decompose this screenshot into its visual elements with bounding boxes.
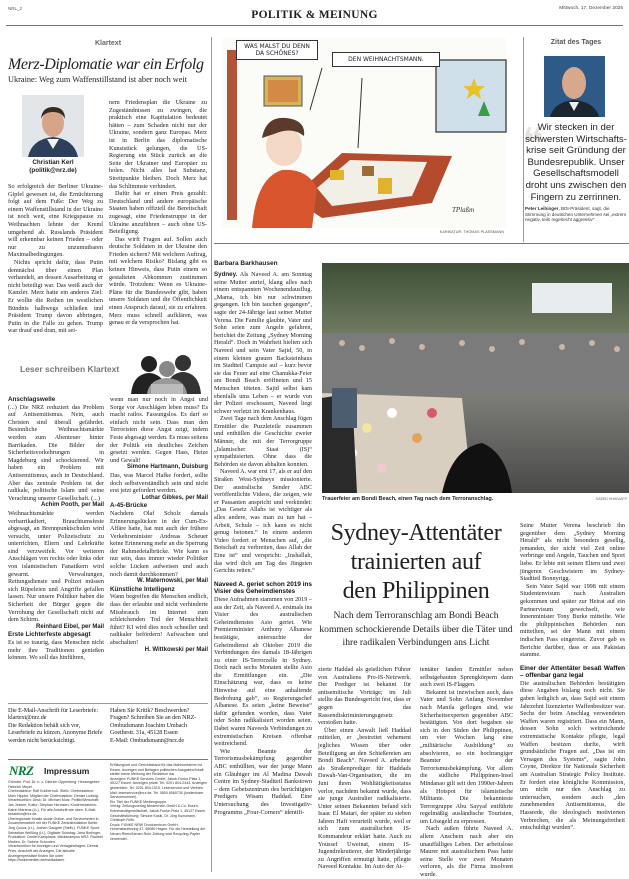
quote-context: , BDI-Präsident, sagt, die Stimmung in deutschen Unternehmen sei „extrem negativ, teils regelrecht aggressiv“. xyxy=(525,206,627,223)
letter-text: wenn man nur noch in Angst und Sorge vor Anschlägen leben muss? Es macht ratlos. Fassungslos. Es darf so einfach nicht sein. Dass man den Terroristen diese Angst zeigt, indem Feste abgesagt werden. Es muss seitens der Politik ein deutliches Zeichen gesetzt werden. Gegen Hass, Hetze und Gewalt! xyxy=(110,396,208,464)
paragraph: Druck: FUNKE NRW Druckzentrum GmbH, Hohenstaufenring 47, 58089 Hagen. Für die Herstellung der Neuen Rhein/Neuen Ruhr Zeitung wird Recycling-Papier verwendet. xyxy=(110,822,206,841)
article-subhead: Nach dem Terroranschlag am Bondi Beach kommen schockierende Details über die Täter und ihre radikalen Verbindungen ans Licht xyxy=(319,610,513,648)
article-headline xyxy=(313,519,519,606)
quote-speaker-photo xyxy=(544,56,605,117)
paragraph: Naveed A. war erst 17, als er auf den Straßen West-Sydneys missionierte. Der australische Sender ABC veröffentlichte Videos, die zeigen, wie er Passanten anspricht und verkündet: „Das Gesetz Allahs ist wichtiger als alles andere, was man zu tun hat – Arbeit, Schule – ich kann es nicht genug betonen.“ In einem anderen Video fordert er Menschen auf, „die Botschaft zu verbreiten, dass Allah der Eine ist“ und verspricht: „Inshallah, das wird dich am Tag des Jüngsten Gerichts retten.“ xyxy=(214,468,312,575)
cartoonist-signature: TPlaßm xyxy=(452,206,475,214)
paragraph: Ein Titel der FUNKE Mediengruppe. xyxy=(110,799,168,804)
letter-title: Erste Lichterfeste abgesagt xyxy=(8,631,91,639)
paragraph-text: Als Naveed A. am Sonntag seine Mutter anrief, klang alles nach einem entspannten Wochenendausflug. „Mama, ich bin nur schwimmen gegangen. Ich bin tauchen gegangen“, sagte der 24-Jährige laut seiner Mutter Verena. Die Familie glaubte, Vater und Sohn seien zum Angeln gefahren, berichtet die Zeitung „Sydney Morning Herald“. Doch in Wahrheit hielten sich Naveed und sein Vater Sajid, 50, in einem kleinen grauen Backsteinhaus im Stadtteil Campsie auf – kurz bevor sie das Feuer auf eine Chanukka-Feier am Bondi Beach eröffneten und 15 Menschen töteten. Sajid selbst kam ebenfalls ums Leben – er wurde von der Polizei erschossen, Naveed liegt schwer verletzt im Krankenhaus. xyxy=(214,271,312,415)
letters-column-2 xyxy=(110,396,208,700)
ombudsman-address: Goethestr. 31a, 45128 Essen xyxy=(110,729,178,737)
paragraph: Anzeigen: FUNKE Services GmbH, Jakob-Funke-Platz 1, 45127 Essen. Anzeigen privat: Tel. 0201 804-2443. Anzeigen gewerblich: Tel. 0201 804-1515. Leserservice und Vertrieb: Mail: leserservice@nrz.de, Tel. 0800 6060730 (kostenloser Servicenummer). xyxy=(110,776,208,800)
reader-letter xyxy=(110,472,208,502)
reader-letter xyxy=(110,586,208,654)
letters-email-note xyxy=(8,707,104,744)
reader-letter xyxy=(110,502,208,586)
letter-title: Anschlagswelle xyxy=(8,396,56,403)
paragraph: Bekannt ist inzwischen auch, dass Vater und Sohn Anfang November nach Manila geflogen sind, wie Sicherheitsexperten gegenüber ABC bestätigten. Von dort begaben sie sich in den Süden der Philippinen, um vier Wochen lang eine „militärische Ausbildung“ zu absolvieren, so ein hochrangiger Beamter der Terrorismusbekämpfung. Vor allem die südliche Philippinen-Insel Mindanao gilt seit den 1990er-Jahren als Hotspot für islamistische Militante. Die bekannteste Terrorgruppe Abu Sayyaf entführte regelmäßig ausländische Touristen, um Lösegeld zu erpressen. xyxy=(420,688,513,825)
letter-author: H. Wittkowski per Mail xyxy=(144,646,208,653)
letter-text: Weihnachtsmärkte werden verbarrikadiert, Brauchtumsfeste abgesagt, an Brennpunktschulen wird versucht, unter Polizeischutz zu unterrichten, Eltern und Lehrkräfte sind verzweifelt. Vor weiteren Anschlägen von rechts oder links oder von islamistischen Fanatikern wird gewarnt. Verwaltungen, Rettungsdienste und Polizei müssen sich Rüpeleien und Angriffe gefallen lassen. Nur unsere Politiker haben die Sicherheit der Bürger gegen die Verrohung der Gesellschaft nicht auf dem Schirm. xyxy=(8,509,104,624)
author-email[interactable]: (politik@nrz.de) xyxy=(29,167,77,174)
paragraph: Gründer: Prof. Dr. h. c. Dietrich Oppenberg. Herausgeber: Heinrich Meyer. xyxy=(8,780,101,789)
letter-text: (...) Die NRZ reduziert das Problem auf Antisemitismus. Nein, auch Christen sind überall gefährdet. Besinnliche Weihnachtsmärkte werden zum Abenteuer hinter Barrikaden. Die Bilder der Sicherheitsvorkehrungen in Magdeburg sind schockierend. Wir haben ein Problem mit Antisemitismus, auch in Deutschland. Aber das zentrale Problem ist der radikale, politische Islam und seine Verachtung unserer Gesellschaft. (...) xyxy=(8,403,104,502)
impressum-column-1 xyxy=(8,780,103,870)
paragraph: Überregionale Inhalte sowie Online- und Serviceseiten in Zusammenarbeit mit der FUNKE Zentralredaktion Berlin: Jörg Quoos (Lt.), Jochen Gaugele (Stellv.). FUNKE Sport: Sebastian Weßling (Lt.). Digitaler Sonntag: Jana Borlinger. Produktion: Daniel Kamphaus. Mediacampus NRZ: Raufeld Medien, Dr. Sabine Schouten. xyxy=(8,816,103,844)
quote-attribution xyxy=(525,206,627,223)
dateline: Sydney. xyxy=(214,271,238,278)
headline-line-2: trainierten auf xyxy=(350,549,482,575)
cartoon-divider xyxy=(214,243,629,244)
author-photo xyxy=(22,95,84,157)
klartext-subline: Ukraine: Weg zum Waffenstillstand ist aber noch weit xyxy=(8,75,188,84)
paragraph: Zwei Tage nach dem Anschlag fügen Ermittler die Puzzleteile zusammen und enthüllen die Geschichte zweier Männer, die mit der Terrorgruppe „Islamischer Staat (IS)“ sympathisierten. Ohne dass die Behörden sie davon abhalten konnten. xyxy=(214,415,312,468)
paragraph: Seine Mutter Verena beschrieb ihn gegenüber dem „Sydney Morning Herald“ als nicht besonders gesellig, jemanden, der nicht viel Zeit online verbringe und Angeln, Tauchen und Sport liebe. Er lebte mit seinen Eltern und zwei jüngeren Geschwistern im Sydney-Stadtteil Bonnyrigg. xyxy=(520,522,625,583)
letter-author: Achim Pooth, per Mail xyxy=(40,502,104,509)
header-rule xyxy=(6,25,623,26)
photo-caption: Trauerfeier am Bondi Beach, einen Tag nach dem Terroranschlag. xyxy=(322,496,494,502)
paragraph xyxy=(214,271,312,415)
paragraph: Wie Beamte der Terrorismusbekämpfung gegenüber ABC enthüllten, war der junge Mann ein Gläubiger im Al Madina Dawah Centre im Sydney-Stadtteil Bankstown – dem Gebetszentrum des berüchtigten Predigers Wisam Haddad. Eine Untersuchung des Investigativ-Programms „Four-Corners“ identifi- xyxy=(214,747,312,816)
ombudsman-email[interactable]: E-Mail: Ombudsmann@nrz.de xyxy=(110,736,184,744)
paragraph: Sein Vater Sajid war 1998 mit einem Studentenvisum nach Australien gekommen und später zur Heirat auf ein Partnervisum gewechselt, wie Innenminister Tony Burke mitteilte. Wie die philippinischen Behörden nun mitteilten, sei der Mann mit einem indischen Pass eingereist. Zuvor gab es Berichte darüber, dass er aus Pakistan stamme. xyxy=(520,582,625,659)
headline-line-1: Sydney-Attentäter xyxy=(330,520,502,546)
impressum-title: Impressum xyxy=(44,766,90,776)
letters-header: Leser schreiben Klartext xyxy=(20,364,120,374)
cartoon xyxy=(222,38,506,228)
letter-text: Das, was Marcel Hafke fordert, sollte doch selbstverständlich sein und nicht erst jetzt gefordert werden. xyxy=(110,471,208,495)
reader-letter xyxy=(8,631,104,661)
quote-label: Zitat des Tages xyxy=(550,39,602,46)
letter-title: A-45-Brücke xyxy=(110,502,148,510)
author-name: Christian Kerl xyxy=(32,159,74,166)
article-column-3 xyxy=(420,666,513,879)
paragraph: Die Redaktion behält sich vor, Leserbriefe zu kürzen. Anonyme Briefe werden nicht berücksichtigt. xyxy=(8,721,103,744)
reader-letter xyxy=(8,510,104,632)
letter-author: Reinhard Eibel, per Mail xyxy=(35,623,104,630)
issue-date: Mittwoch, 17. Dezember 2025 xyxy=(559,6,623,11)
letter-author: Simone Hartmann, Duisburg xyxy=(126,464,208,471)
photo-credit: SAEED KHAN/AFP xyxy=(595,497,627,501)
paragraph: Nach außen führte Naveed A. allem Anschein nach aber ein unauffälliges Leben. Der arbeitslose Maurer mit australischem Pass hatte seine Stelle vor zwei Monaten verloren, als die Firma insolvent wurde. xyxy=(420,825,513,879)
quote-speaker: Peter Leibinger xyxy=(525,206,559,212)
paragraph: nem Friedensplan die Ukraine zu Zugeständnissen zu zwingen, die praktisch eine Kapitulation bedeutet hätten – zum Schaden nicht nur der Ukraine, sondern ganz Europas. Merz ist in Berlin das diplomatische Kunststück gelungen, die US-Regierung ein Stück zurück an die Seite der Ukrainer und Europäer zu holen. Nicht alles hat Substanz, Streitpunkte bleiben. Doch Merz hat das Schlimmste verhindert. xyxy=(109,99,207,190)
speech-bubble-right: DEN WEIHNACHTSMANN. xyxy=(332,52,440,67)
paragraph: Diese Aufnahmen stammen von 2019 – aus der Zeit, als Naveed A. erstmals ins Visier des australischen Geheimdienstes Asio geriet. Wie Premierminister Anthony Albanese bestätigte, untersuchte der Geheimdienst ab Oktober 2019 die Verbindungen des damals 18-Jährigen zu einer IS-Terrorzelle in Sydney. Doch nach sechs Monaten stellte Asio die Ermittlungen ein. „Die Einschätzung war, dass es keine Hinweise auf eine anhaltende Bedrohung gab“, so Regierungschef Albanese. Es seien „keine Beweise“ dafür gefunden worden, dass Vater oder Sohn radikalisiert worden seien. Dabei waren Naveeds Verbindungen zu extremistischen Kreisen offenbar weitreichend. xyxy=(214,595,312,748)
klartext-label: Klartext xyxy=(94,40,122,47)
letter-text: Nachdem Olaf Scholz damals Erinnerungslücken in der Cum-Ex-Affäre hatte, hat nun auch der frühere Verkehrsminister Andreas Scheuer keine Erinnerung mehr an die Sperrung der Rahmedetalbrücke. Wie kann es nur sein, dass immer wieder Politiker solche Lücken aufweisen und auch noch damit durchkommen? xyxy=(110,509,208,578)
letter-text: Wann begreifen die Menschen endlich, dass der erlaubte und nicht verhinderte Missbrauch im Internet zum schleichenden Tod der Menschheit führt? KI wird dies noch schneller und radikaler befördern! Aufwachen und abschalten! xyxy=(110,593,208,646)
letters-column-1 xyxy=(8,396,104,700)
paragraph: Die australischen Behörden bestätigten diese Angaben bislang noch nicht. Sie gaben lediglich an, dass Sajid seit einem Jahrzehnt lizenzierter Waffenbesitzer war. Sechs der beim Anschlag verwendeten Waffen waren registriert. Dass ein Mann, dessen Sohn solch weitreichende extremistische Kontakte pflegte, legal Waffen besitzen durfte, wirft grundsätzliche Fragen auf. „Das ist ein Versagen des Systems“, sagte John Coyne, Direktor für Nationale Sicherheit am Australian Strategic Policy Institute. Er fordert eine königliche Kommission, um nicht nur den Anschlag zu untersuchen, sondern auch „den zunehmenden Antisemitismus, die Hassrede, die ideologisch motivierten Verbrechen, die als Meinungsfreiheit entschuldigt wurden“. xyxy=(520,679,625,832)
klartext-column-1 xyxy=(8,183,103,345)
letter-author: W. Maternowski, per Mail xyxy=(136,578,208,585)
article-author: Barbara Barkhausen xyxy=(214,260,278,267)
speech-bubble-left: WAS MALST DU DENN DA SCHÖNES? xyxy=(236,40,318,60)
headline-line-3: den Philippinen xyxy=(342,578,490,604)
reader-letter xyxy=(8,396,104,510)
quote-text: Wir stecken in der schwersten Wirtschafts-krise seit Gründung der Bundesrepublik. Unser Gesellschaftsmodell droht uns zwischen den Fingern zu zerrinnen. xyxy=(525,122,627,203)
reader-letter xyxy=(110,396,208,472)
paragraph: Die E-Mail-Anschrift für Leserbriefe: klartext@nrz.de xyxy=(8,707,98,722)
paragraph: So erfolgreich der Berliner Ukraine-Gipfel gewesen ist, die Ernüchterung folgt auf dem Fuße: Der Weg zu einem Waffenstillstand in der Ukraine ist noch weit, eine Kriegspause zu Weihnachten lehnte der Kreml umgehend ab. Russlands Präsident will erkennbar keinen Frieden – oder nur zu unzumutbaren Maximalbedingungen. xyxy=(8,183,103,259)
paragraph: Dafür hat er einen Preis gezahlt: Deutschland und andere europäische Staaten haben offiziell die Bereitschaft zugesagt, eine Friedenstruppe in der Ukraine anzuführen – auch ohne US-Beteiligung. xyxy=(109,190,207,236)
readers-silhouette-icon xyxy=(127,352,209,394)
article-column-1 xyxy=(214,271,312,871)
klartext-headline: Merz-Diplomatie war ein Erfolg xyxy=(8,56,204,73)
letter-author: Lothar Gibkes, per Mail xyxy=(141,494,208,501)
klartext-column-2 xyxy=(109,99,207,343)
paragraph: tentäter fanden Ermittler neben selbstgebauten Sprengkörpern dann auch zwei IS-Flaggen. xyxy=(420,666,513,689)
paragraph: zierte Haddad als geistlichen Führer von Australiens Pro-IS-Netzwerk. Der Prediger ist bekannt für antisemitische Vorträge; im Juli stellte das Bundesgericht fest, dass er gegen das Rassendiskriminierungsgesetz verstoßen hatte. xyxy=(318,666,411,727)
letter-text: Es ist so traurig, dass Menschen nicht mehr ihre Traditionen genießen können. Wo soll das hinführen, xyxy=(8,639,104,662)
cartoon-credit: KARIKATUR: THOMAS PLASSMANN xyxy=(439,230,504,234)
article-column-2 xyxy=(318,666,411,872)
paragraph: Verlag: Zeitungsverlag Niederrhein GmbH & Co. Essen, Kommanditgesellschaft, Jakob-Funke-Platz 1, 45127 Essen. Geschäftsführung: Simone Kasik, Dr. Jörg Kunsmann, Christoph Rüth. xyxy=(110,804,207,823)
quote-block xyxy=(525,122,627,223)
paragraph: Über einen Anwalt ließ Haddad mitteilen, er „bestreitet vehement jegliches Wissen über oder Beteiligung an den Schießereien am Bondi Beach“. Naveed A. arbeitete als Straßenprediger für Haddads Dawah-Van-Organisation, die im Juni ihren Wohltätigkeitsstatus verlor, nachdem bekannt wurde, dass sie junge Australier radikalisierte. Unter seinen Bekannten befand sich Isaac El Matari, der später zu sieben Jahren Haft verurteilt wurde, weil er sich zum australischen IS-Kommandeur erklärt hatte. Auch zu Youssef Uweinat, einem IS-Jugendrekrutierer, der Minderjährige zu Angriffen ermutigt hatte, pflegte Naveed Kontakte. Im Auto der At- xyxy=(318,726,411,871)
impressum-column-2 xyxy=(110,763,208,870)
article-subheading: Naveed A. geriet schon 2019 ins Visier des Geheimdienstes xyxy=(214,580,312,596)
paragraph: Nichts spricht dafür, dass Putin demnächst über einen Plan verhandelt, an dessen Ausarbeitung er nicht beteiligt war. Das weiß auch der Kanzler. Merz hatte ein anderes Ziel: Er wollte die Reihen im westlichen Bündnis halbwegs schließen und Präsident Trump davon abbringen, Putin in die Falle zu gehen. Trump war drauf und dran, mit sei- xyxy=(8,258,103,335)
paragraph: Das wirft Fragen auf. Sollen auch deutsche Soldaten in der Ukraine den Frieden sichern? Mit welchem Auftrag, mit welchem Risiko? Bislang gibt es keinen Hinweis, dass Putin einem so gestalteten Abkommen zustimmen würde. Trotzdem: Wenn es Ukraine-Pläne für die Bundeswehr gibt, haben unsere Soldaten und die Öffentlichkeit einen Anspruch darauf, sie zu erfahren. Merz muss schnell aufklären, was genau er da versprochen hat. xyxy=(109,235,207,327)
column-rule-left xyxy=(211,37,212,872)
paragraph: Verantwortlich für Anzeigen und Verlagsbeilagen: Dennis Pries. Anschrift wie Anzeigen. Die aktuelle Anzeigenpreisliste finden Sie unter https://funkemedien.de/mediadaten. xyxy=(8,844,99,863)
section-title: POLITIK & MEINUNG xyxy=(251,9,378,21)
article-subheading: Einer der Attentäter besaß Waffen – offenbar ganz legal xyxy=(520,664,625,680)
impressum-divider xyxy=(8,759,208,760)
ombudsman-note xyxy=(110,707,208,744)
page-code: NRL_2 xyxy=(8,6,23,11)
letters-divider xyxy=(8,703,208,704)
article-column-4 xyxy=(520,522,625,872)
ombudsman-text: Haben Sie Kritik? Beschwerden? Fragen? Schreiben Sie an den NRZ-Ombudsmann Joachim Umbach xyxy=(110,707,197,729)
letter-title: Künstliche Intelligenz xyxy=(110,585,175,593)
paragraph: Erfüllungsort und Gerichtsstand für das Mahnverfahren ist Essen. Anzeigen und Beilagen politischen Ausgaben/Inhalt stellen keine Meinung der Redaktion dar. xyxy=(110,763,204,777)
paragraph: Chefredakteur: Ralf Kubbernuß. Stellv. Chefredakteur: Marc Hippler. Mitglied der Chefredaktion: Denise Ludwig. Verantwortlich: Desk: Dr. Michael Mutz; Politik/Wirtschaft: Jan Jessen; Kultur: Stephan Hermsen; Kinderredaktion: Katrin Martens (Lt.). Für alle Anschrift wie oben. E-Mail: redaktion@nrz.de. xyxy=(8,789,100,817)
nrz-logo: NRZ xyxy=(9,763,34,778)
quote-mark-icon: ❝ xyxy=(522,120,544,166)
bondi-beach-photo xyxy=(322,263,629,493)
